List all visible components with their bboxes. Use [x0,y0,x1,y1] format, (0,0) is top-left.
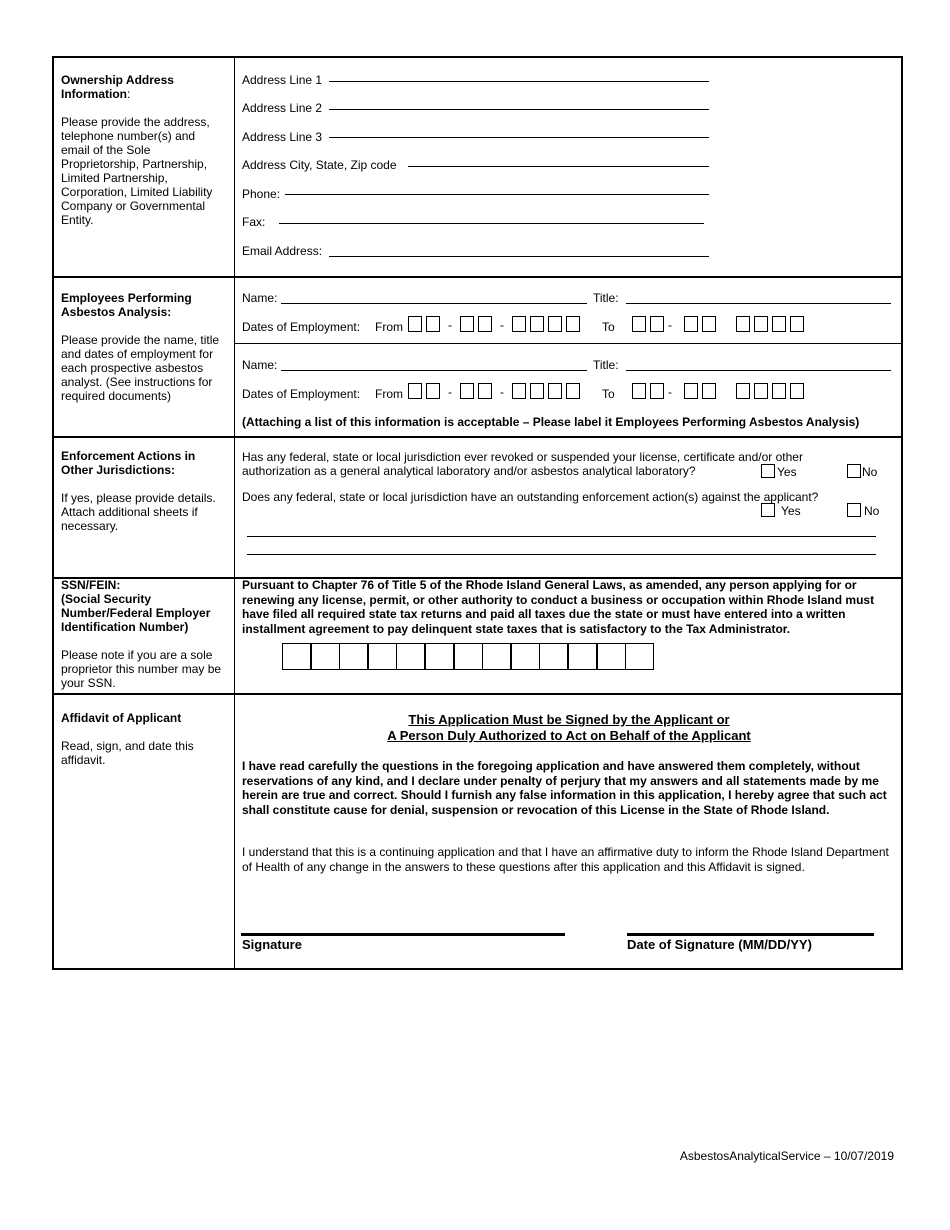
ownership-description: Please provide the address, telephone number(s) and email of the Sole Proprietorship, Partnership, Limited Partnership, Corporation, Limited Liability Company or Governmental Entity. [61,115,213,227]
column-divider [234,58,235,968]
employee-1-title-label: Title: [593,291,619,305]
city-state-zip-label: Address City, State, Zip code [242,158,397,172]
employees-heading: Employees Performing Asbestos Analysis: [61,291,192,319]
affidavit-description: Read, sign, and date this affidavit. [61,739,194,767]
affidavit-statement: I have read carefully the questions in the foregoing application and have answered them completely, without reservations of any kind, and I declare under penalty of perjury that my answers and all statements made by me herein are true and correct. Should I furnish any false information in this application, I hereby agree that such act shall constitute cause for denial, suspension or revocation of this License in the State of Rhode Island. [242,759,887,817]
employee-2-to-label: To [602,387,615,401]
date-of-signature-line[interactable] [627,933,874,936]
question-2-yes-checkbox[interactable] [761,503,775,517]
employees-section-label [61,291,227,403]
enforcement-heading: Enforcement Actions in Other Jurisdictions: [61,449,196,477]
employee-2-to-date[interactable]: - [632,383,812,399]
affidavit-heading: Affidavit of Applicant [61,711,182,725]
ssn-fein-input-boxes[interactable] [282,643,655,670]
employee-1-from-label: From [375,320,403,334]
question-2-yes-label: Yes [781,504,801,518]
employee-2-name-field[interactable] [281,370,587,371]
employee-2-title-field[interactable] [626,370,891,371]
phone-label: Phone: [242,187,281,201]
employee-1-to-label: To [602,320,615,334]
ownership-heading: Ownership Address Information [61,73,174,101]
question-1-yes-checkbox[interactable] [761,464,775,478]
phone-field[interactable] [285,194,709,195]
employee-1-from-date[interactable]: - - [408,316,588,332]
employee-2-title-label: Title: [593,358,619,372]
employee-1-name-field[interactable] [281,303,587,304]
address-line-3-label: Address Line 3 [242,130,323,144]
fax-label: Fax: [242,215,266,229]
continuing-application-statement: I understand that this is a continuing application and that I have an affirmative duty to inform the Rhode Island Department of Health of any change in the answers to these questions after this application and this Affidavit is signed. [242,845,889,874]
enforcement-section-label [61,449,227,533]
question-2-no-checkbox[interactable] [847,503,861,517]
email-field[interactable] [329,256,709,257]
question-2-no-label: No [864,504,880,518]
enforcement-description: If yes, please provide details. Attach additional sheets if necessary. [61,491,216,533]
affidavit-title-line-2: A Person Duly Authorized to Act on Behalf of the Applicant [387,728,751,743]
row-divider [54,693,901,695]
employee-2-dates-label: Dates of Employment: [242,387,361,401]
employee-1-name-label: Name: [242,291,278,305]
enforcement-question-2: Does any federal, state or local jurisdiction have an outstanding enforcement action(s) against the applicant? [242,490,819,504]
tax-compliance-statement: Pursuant to Chapter 76 of Title 5 of the Rhode Island General Laws, as amended, any person applying for or renewing any license, permit, or other authority to conduct a business or occupation within Rhode Island must have filed all required state tax returns and paid all taxes due the state or must have entered into a written installment agreement to pay delinquent state taxes that is satisfactory to the Tax Administrator. [242,578,875,636]
city-state-zip-field[interactable] [408,166,709,167]
affidavit-section-label [61,711,227,767]
address-line-2-label: Address Line 2 [242,101,323,115]
address-line-2-field[interactable] [329,109,709,110]
address-line-1-label: Address Line 1 [242,73,323,87]
enforcement-question-1-line-2: authorization as a general analytical laboratory and/or asbestos analytical laboratory? [242,464,696,478]
employee-divider [235,343,901,344]
employee-2-from-label: From [375,387,403,401]
employee-1-to-date[interactable]: - [632,316,812,332]
enforcement-details-line-2[interactable] [247,554,876,555]
employees-note: (Attaching a list of this information is acceptable – Please label it Employees Performing Asbestos Analysis) [242,415,860,429]
ssn-heading: SSN/FEIN: (Social Security Number/Federal Employer Identification Number) [61,578,211,634]
ownership-section-label: Ownership Address Information: Please provide the address, telephone number(s) and email of the Sole Proprietorship, Partnership, Limited Partnership, Corporation, Limited Liability Company or Governmental Entity. [61,73,227,227]
employees-description: Please provide the name, title and dates of employment for each prospective asbestos analyst. (See instructions for required documents) [61,333,220,403]
row-divider [54,436,901,438]
signature-line[interactable] [241,933,565,936]
question-1-yes-label: Yes [777,465,797,479]
employee-1-title-field[interactable] [626,303,891,304]
row-divider [54,276,901,278]
question-1-no-checkbox[interactable] [847,464,861,478]
email-label: Email Address: [242,244,323,258]
question-1-no-label: No [862,465,878,479]
employee-2-from-date[interactable]: - - [408,383,588,399]
fax-field[interactable] [279,223,704,224]
employee-1-dates-label: Dates of Employment: [242,320,361,334]
ssn-section-label [61,578,227,690]
address-line-1-field[interactable] [329,81,709,82]
affidavit-title-line-1: This Application Must be Signed by the Applicant or [408,712,730,727]
address-line-3-field[interactable] [329,137,709,138]
enforcement-question-1-line-1: Has any federal, state or local jurisdiction ever revoked or suspended your license, certificate and/or other [242,450,803,464]
enforcement-details-line-1[interactable] [247,536,876,537]
signature-label: Signature [242,937,302,952]
ssn-note: Please note if you are a sole proprietor this number may be your SSN. [61,648,222,690]
employee-2-name-label: Name: [242,358,278,372]
date-of-signature-label: Date of Signature (MM/DD/YY) [627,937,812,952]
document-footer: AsbestosAnalyticalService – 10/07/2019 [679,1149,894,1163]
